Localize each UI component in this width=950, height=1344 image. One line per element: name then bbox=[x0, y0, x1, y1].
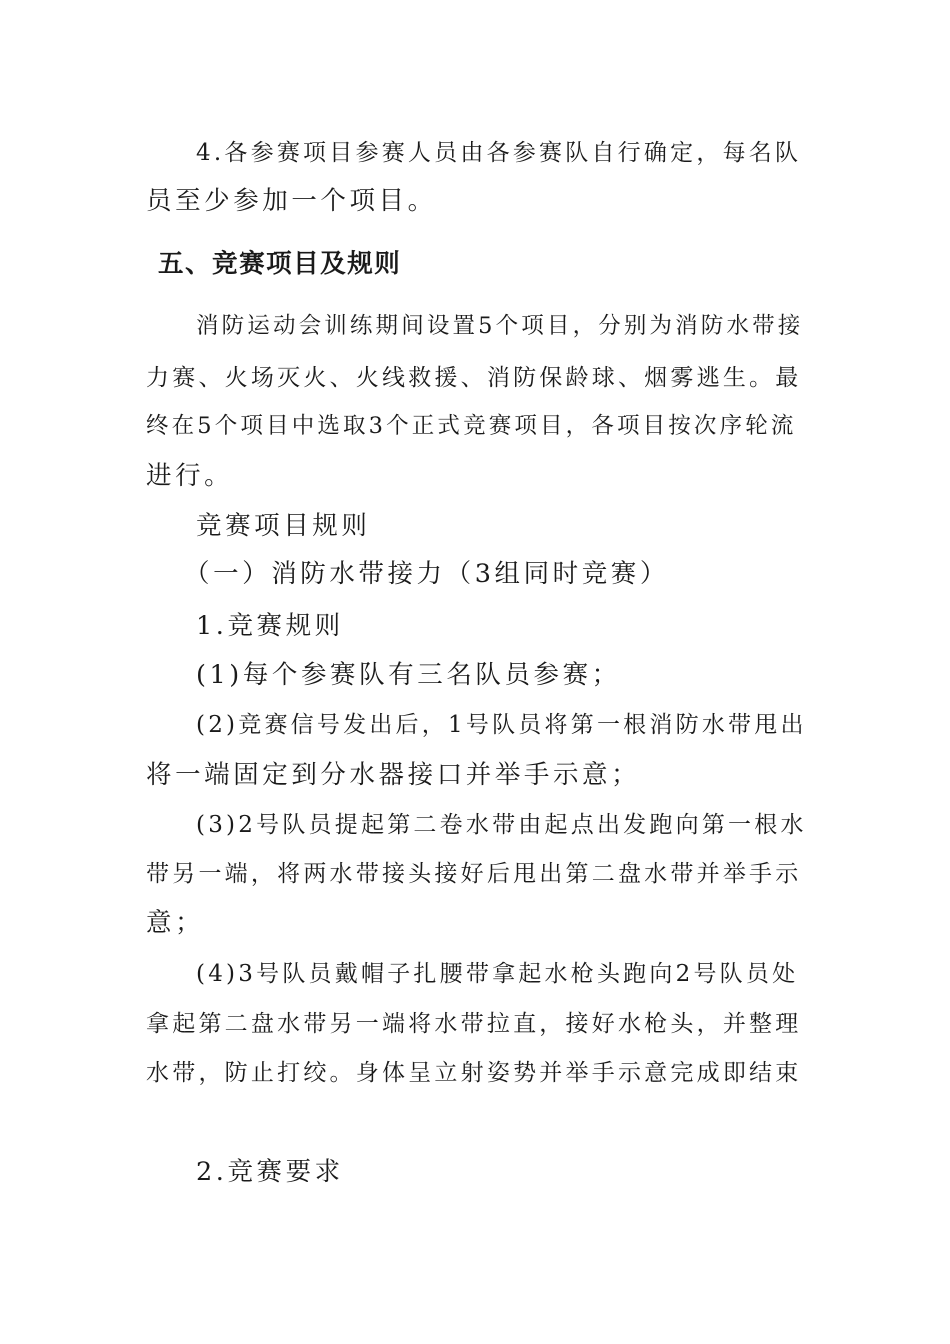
paragraph-line: 员至少参加一个项目。 bbox=[146, 186, 437, 216]
paragraph-line: 水带，防止打绞。身体呈立射姿势并举手示意完成即结束 bbox=[146, 1060, 802, 1086]
paragraph-line: (4)3号队员戴帽子扎腰带拿起水枪头跑向2号队员处 bbox=[196, 961, 799, 987]
paragraph-line: 带另一端，将两水带接头接好后甩出第二盘水带并举手示 bbox=[146, 861, 802, 887]
paragraph-line: (3)2号队员提起第二卷水带由起点出发跑向第一根水 bbox=[196, 812, 807, 838]
paragraph-line: 消防运动会训练期间设置5个项目，分别为消防水带接 bbox=[196, 313, 804, 339]
paragraph-line: 进行。 bbox=[146, 461, 234, 491]
subheading-line: 1.竞赛规则 bbox=[196, 611, 344, 641]
paragraph-line: 力赛、火场灭火、火线救援、消防保龄球、烟雾逃生。最 bbox=[146, 365, 802, 391]
subheading-line: 2.竞赛要求 bbox=[196, 1157, 344, 1187]
paragraph-line: 拿起第二盘水带另一端将水带拉直，接好水枪头，并整理 bbox=[146, 1011, 802, 1037]
paragraph-line: 4.各参赛项目参赛人员由各参赛队自行确定，每名队 bbox=[196, 140, 802, 166]
section-heading: 五、竞赛项目及规则 bbox=[158, 249, 402, 279]
paragraph-line: (2)竞赛信号发出后，1号队员将第一根消防水带甩出 bbox=[196, 712, 807, 738]
paragraph-line: (1)每个参赛队有三名队员参赛； bbox=[196, 660, 621, 690]
subheading-line: 竞赛项目规则 bbox=[196, 511, 371, 541]
paragraph-line: 意； bbox=[146, 908, 205, 938]
subheading-line: （一）消防水带接力（3组同时竞赛） bbox=[184, 559, 669, 589]
paragraph-line: 终在5个项目中选取3个正式竞赛项目，各项目按次序轮流 bbox=[146, 413, 797, 439]
paragraph-line: 将一端固定到分水器接口并举手示意； bbox=[146, 760, 641, 790]
